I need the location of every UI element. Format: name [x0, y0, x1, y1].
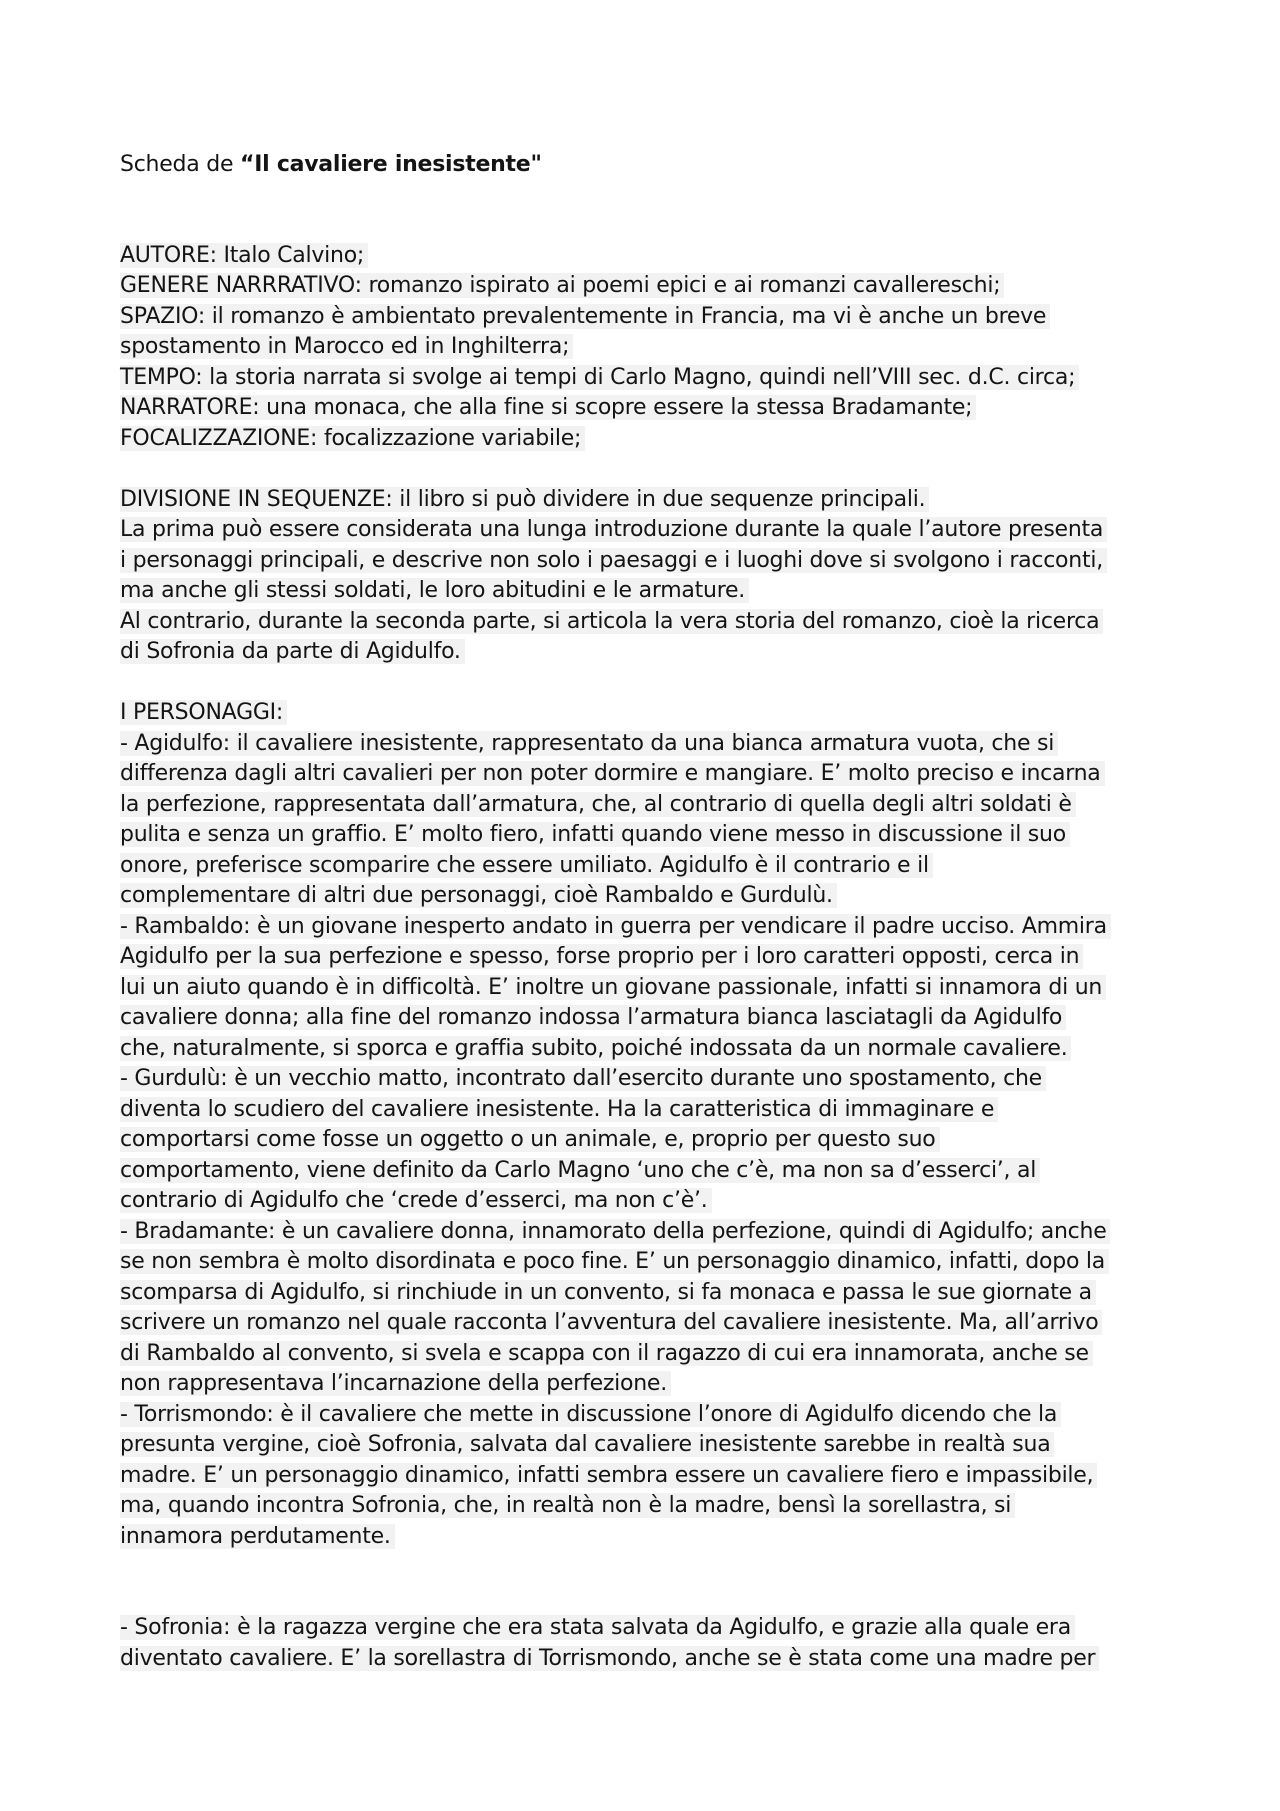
text-line-content: ma, quando incontra Sofronia, che, in realtà non è la madre, bensì la sorellastra, si — [120, 1493, 1015, 1518]
text-line — [120, 363, 1180, 394]
text-line — [120, 1125, 1180, 1156]
text-line — [120, 1491, 1180, 1522]
text-line — [120, 881, 1180, 912]
text-line-content: AUTORE: Italo Calvino; — [120, 243, 368, 268]
text-line-content: comportamento, viene definito da Carlo Magno ‘uno che c’è, ma non sa d’esserci’, al — [120, 1158, 1040, 1183]
text-line — [120, 973, 1180, 1004]
text-line-content: i personaggi principali, e descrive non solo i paesaggi e i luoghi dove si svolgono i racconti, — [120, 548, 1107, 573]
text-line — [120, 1339, 1180, 1370]
text-line — [120, 759, 1180, 790]
personaggi-section — [120, 698, 1180, 1552]
paragraph-gap — [120, 454, 1180, 485]
text-line — [120, 1461, 1180, 1492]
paragraph-gap — [120, 668, 1180, 699]
info-section — [120, 241, 1180, 455]
text-line — [120, 729, 1180, 760]
document-title — [120, 150, 1180, 181]
text-line-content: che, naturalmente, si sporca e graffia subito, poiché indossata da un normale cavaliere. — [120, 1036, 1071, 1061]
title-book-name: “Il cavaliere inesistente" — [239, 152, 542, 177]
text-line-content: di Rambaldo al convento, si svela e scappa con il ragazzo di cui era innamorata, anche se — [120, 1341, 1093, 1366]
text-line-content: DIVISIONE IN SEQUENZE: il libro si può dividere in due sequenze principali. — [120, 487, 929, 512]
text-line-content: diventa lo scudiero del cavaliere inesistente. Ha la caratteristica di immaginare e — [120, 1097, 998, 1122]
text-line-content: I PERSONAGGI: — [120, 700, 287, 725]
text-line-content: TEMPO: la storia narrata si svolge ai tempi di Carlo Magno, quindi nell’VIII sec. d.C. circa; — [120, 365, 1079, 390]
text-line-content: la perfezione, rappresentata dall’armatura, che, al contrario di quella degli altri soldati è — [120, 792, 1076, 817]
text-line — [120, 515, 1180, 546]
text-line-content: comportarsi come fosse un oggetto o un animale, e, proprio per questo suo — [120, 1127, 940, 1152]
document-page — [120, 150, 1180, 1674]
text-line — [120, 820, 1180, 851]
text-line — [120, 241, 1180, 272]
text-line — [120, 851, 1180, 882]
text-line — [120, 424, 1180, 455]
text-line — [120, 1156, 1180, 1187]
text-line-content: NARRATORE: una monaca, che alla fine si scopre essere la stessa Bradamante; — [120, 395, 976, 420]
text-line-content: onore, preferisce scomparire che essere umiliato. Agidulfo è il contrario e il — [120, 853, 933, 878]
text-line — [120, 1186, 1180, 1217]
text-line-content: di Sofronia da parte di Agidulfo. — [120, 639, 465, 664]
text-line — [120, 790, 1180, 821]
text-line-content: madre. E’ un personaggio dinamico, infatti sembra essere un cavaliere fiero e impassibile, — [120, 1463, 1097, 1488]
text-line — [120, 637, 1180, 668]
text-line — [120, 1095, 1180, 1126]
sofronia-section — [120, 1613, 1180, 1674]
text-line — [120, 576, 1180, 607]
text-line — [120, 1003, 1180, 1034]
text-line-content: - Bradamante: è un cavaliere donna, innamorato della perfezione, quindi di Agidulfo; anche — [120, 1219, 1110, 1244]
text-line-content: FOCALIZZAZIONE: focalizzazione variabile; — [120, 426, 585, 451]
text-line-content: contrario di Agidulfo che ‘crede d’esserci, ma non c’è’. — [120, 1188, 712, 1213]
text-line — [120, 1217, 1180, 1248]
sequenze-section — [120, 485, 1180, 668]
text-line-content: - Rambaldo: è un giovane inesperto andato in guerra per vendicare il padre ucciso. Ammira — [120, 914, 1111, 939]
text-line — [120, 607, 1180, 638]
text-line-content: GENERE NARRRATIVO: romanzo ispirato ai poemi epici e ai romanzi cavallereschi; — [120, 273, 1004, 298]
text-line-content: Agidulfo per la sua perfezione e spesso, forse proprio per i loro caratteri opposti, cerca in — [120, 944, 1083, 969]
text-line — [120, 1522, 1180, 1553]
text-line-content: complementare di altri due personaggi, cioè Rambaldo e Gurdulù. — [120, 883, 837, 908]
text-line-content: - Agidulfo: il cavaliere inesistente, rappresentato da una bianca armatura vuota, che si — [120, 731, 1058, 756]
text-line-content: scrivere un romanzo nel quale racconta l’avventura del cavaliere inesistente. Ma, all’arrivo — [120, 1310, 1102, 1335]
text-line-content: spostamento in Marocco ed in Inghilterra; — [120, 334, 573, 359]
text-line-content: La prima può essere considerata una lunga introduzione durante la quale l’autore presenta — [120, 517, 1107, 542]
text-line — [120, 1034, 1180, 1065]
text-line — [120, 942, 1180, 973]
text-line-content: ma anche gli stessi soldati, le loro abitudini e le armature. — [120, 578, 749, 603]
text-line — [120, 1278, 1180, 1309]
text-line — [120, 1644, 1180, 1675]
text-line-content: - Torrismondo: è il cavaliere che mette in discussione l’onore di Agidulfo dicendo che la — [120, 1402, 1061, 1427]
text-line-content: innamora perdutamente. — [120, 1524, 395, 1549]
text-line-content: se non sembra è molto disordinata e poco fine. E’ un personaggio dinamico, infatti, dopo la — [120, 1249, 1109, 1274]
text-line-content: cavaliere donna; alla fine del romanzo indossa l’armatura bianca lasciatagli da Agidulfo — [120, 1005, 1066, 1030]
text-line-content: - Gurdulù: è un vecchio matto, incontrato dall’esercito durante uno spostamento, che — [120, 1066, 1046, 1091]
text-line — [120, 1308, 1180, 1339]
text-line — [120, 302, 1180, 333]
text-line — [120, 393, 1180, 424]
text-line-content: - Sofronia: è la ragazza vergine che era stata salvata da Agidulfo, e grazie alla quale era — [120, 1615, 1075, 1640]
text-line — [120, 332, 1180, 363]
text-line-content: differenza dagli altri cavalieri per non poter dormire e mangiare. E’ molto preciso e incarna — [120, 761, 1105, 786]
text-line — [120, 1064, 1180, 1095]
text-line — [120, 1430, 1180, 1461]
paragraph-gap — [120, 1552, 1180, 1613]
text-line — [120, 271, 1180, 302]
text-line-content: pulita e senza un graffio. E’ molto fiero, infatti quando viene messo in discussione il suo — [120, 822, 1070, 847]
text-line-content: lui un aiuto quando è in difficoltà. E’ inoltre un giovane passionale, infatti si innamora di un — [120, 975, 1106, 1000]
title-prefix: Scheda de — [120, 152, 240, 177]
text-line — [120, 546, 1180, 577]
text-line — [120, 912, 1180, 943]
text-line — [120, 485, 1180, 516]
text-line-content: diventato cavaliere. E’ la sorellastra di Torrismondo, anche se è stata come una madre per — [120, 1646, 1099, 1671]
text-line — [120, 1613, 1180, 1644]
text-line — [120, 1400, 1180, 1431]
text-line-content: scomparsa di Agidulfo, si rinchiude in un convento, si fa monaca e passa le sue giornate a — [120, 1280, 1096, 1305]
text-line — [120, 1369, 1180, 1400]
text-line-content: non rappresentava l’incarnazione della perfezione. — [120, 1371, 671, 1396]
text-line — [120, 1247, 1180, 1278]
text-line-content: presunta vergine, cioè Sofronia, salvata dal cavaliere inesistente sarebbe in realtà sua — [120, 1432, 1054, 1457]
text-line-content: Al contrario, durante la seconda parte, si articola la vera storia del romanzo, cioè la ricerca — [120, 609, 1103, 634]
text-line-content: SPAZIO: il romanzo è ambientato prevalentemente in Francia, ma vi è anche un breve — [120, 304, 1050, 329]
text-line — [120, 698, 1180, 729]
